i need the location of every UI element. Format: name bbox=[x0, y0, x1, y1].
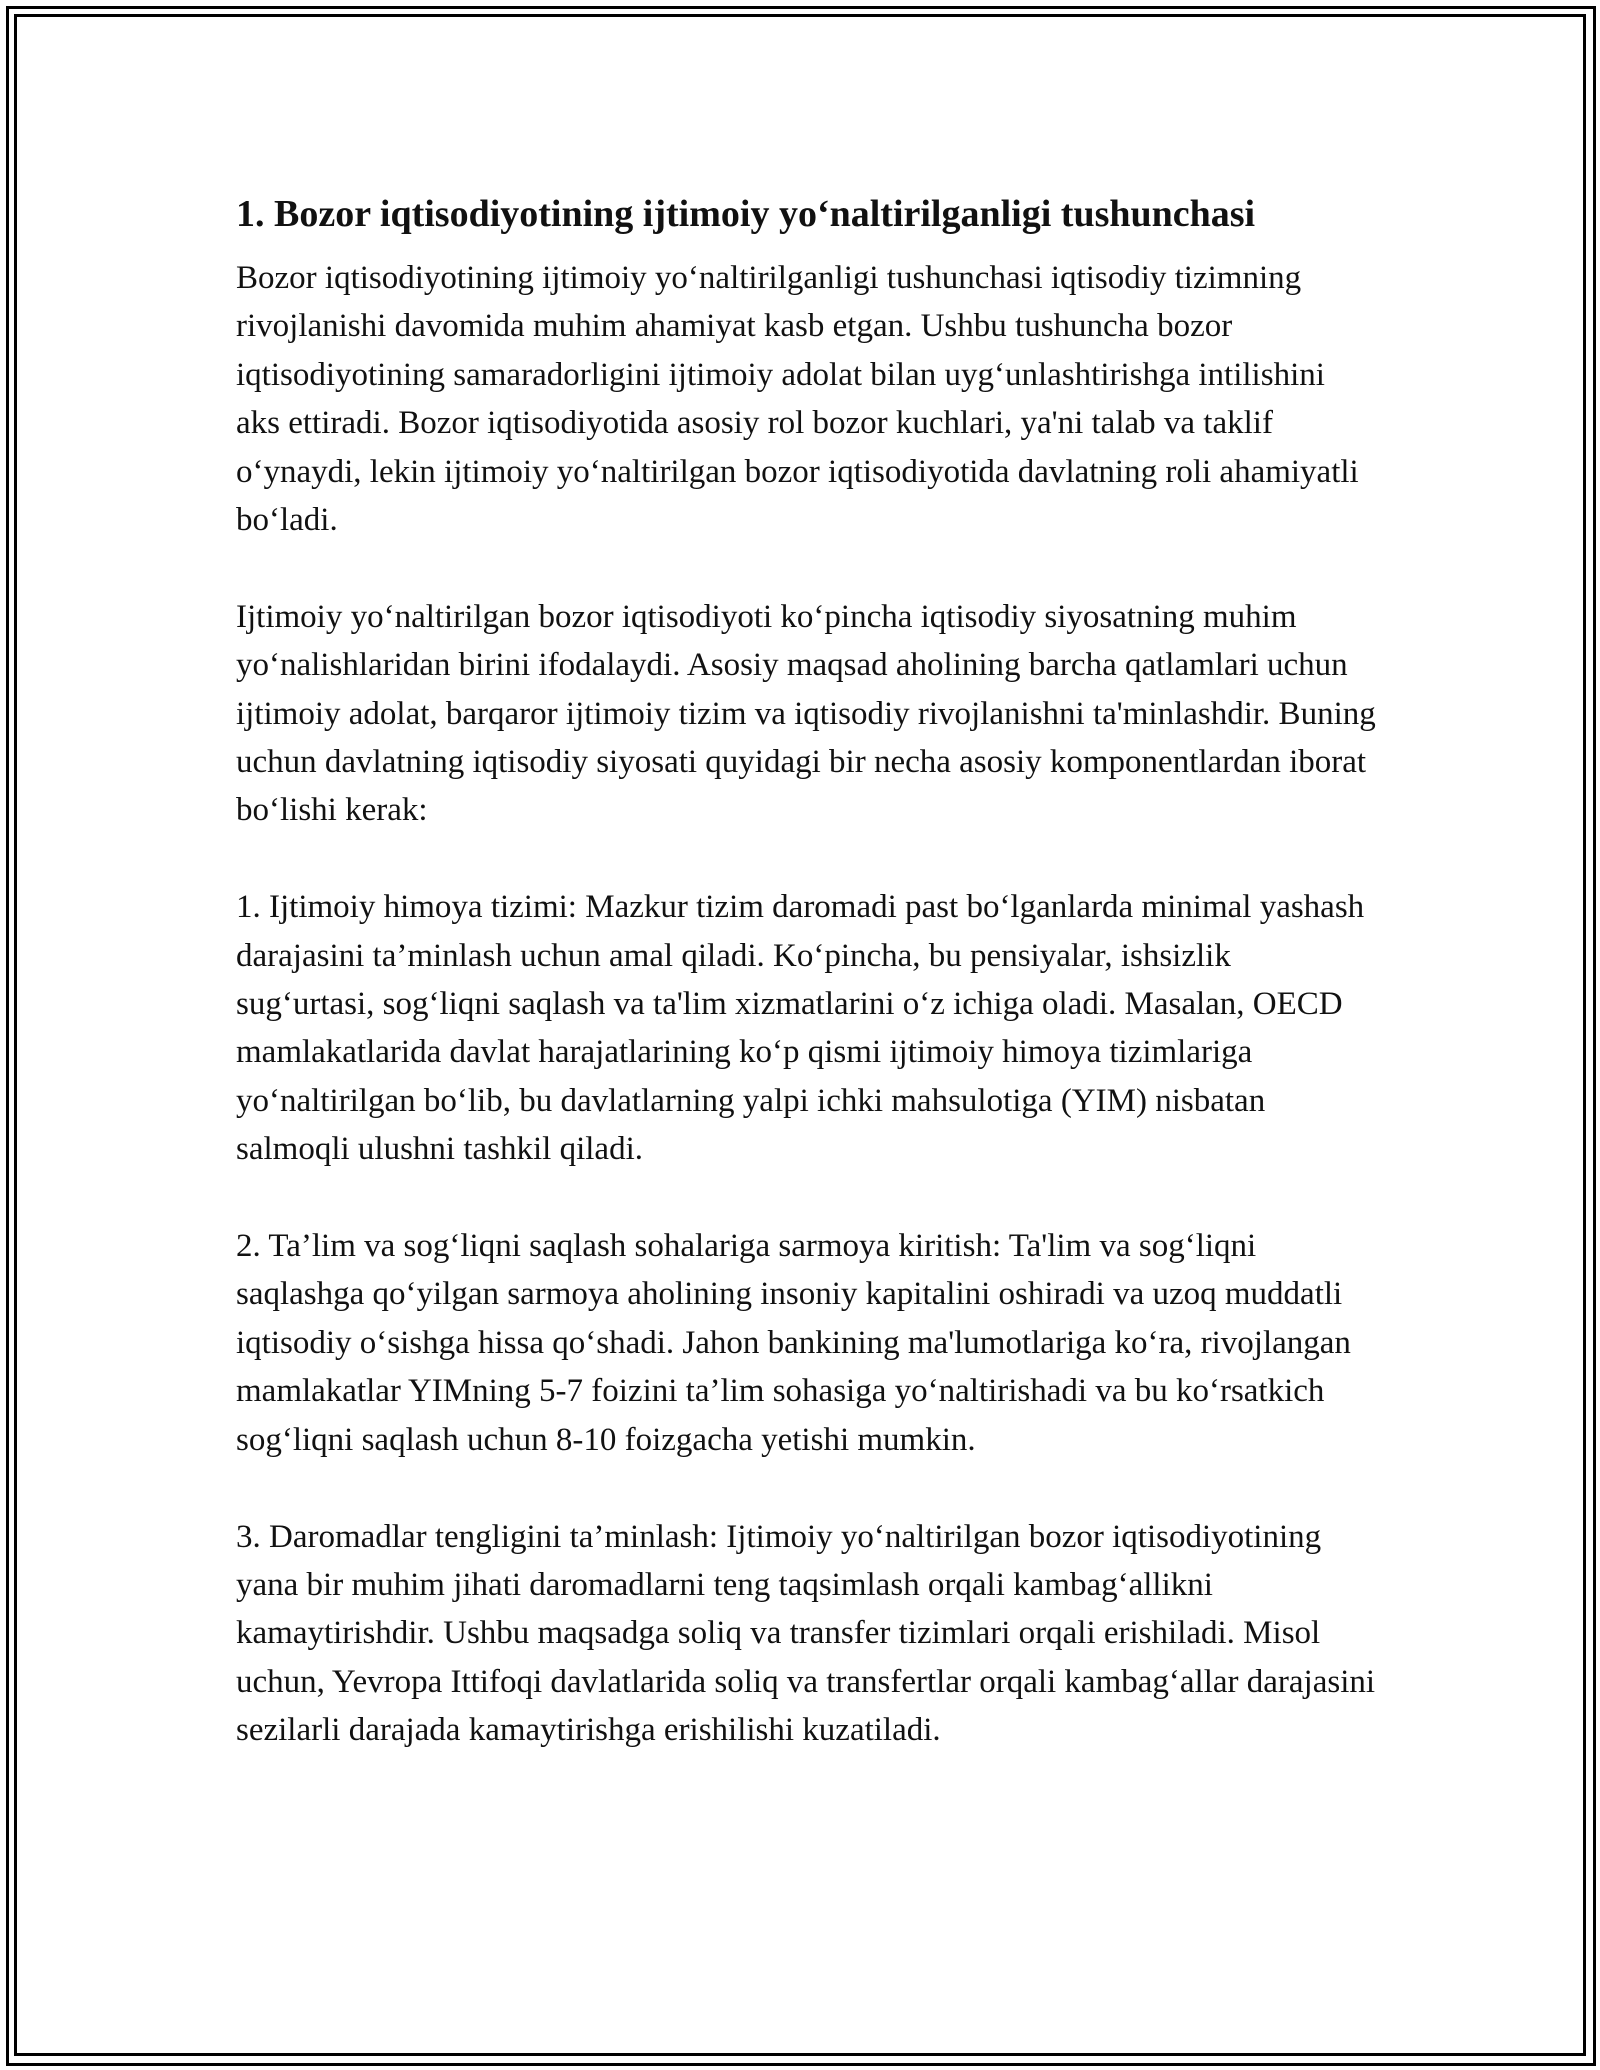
document-body bbox=[236, 186, 1376, 1803]
section-heading: 1. Bozor iqtisodiyotining ijtimoiy yo‘naltirilganligi tushunchasi bbox=[236, 193, 1256, 235]
paragraph-income-equality: 3. Daromadlar tengligini ta’minlash: Ijtimoiy yo‘naltirilgan bozor iqtisodiyotining yana bir muhim jihati daromadlarni teng taqsimlash orqali kambag‘allikni kamaytirishdir. Ushbu maqsadga soliq va transfer tizimlari orqali erishiladi. Misol uchun, Yevropa Ittifoqi davlatlarida soliq va transfertlar orqali kambag‘allar darajasini sezilarli darajada kamaytirishga erishilishi kuzatiladi. bbox=[236, 1518, 1376, 1749]
paragraph-education-health: 2. Ta’lim va sog‘liqni saqlash sohalariga sarmoya kiritish: Ta'lim va sog‘liqni saqlashga qo‘yilgan sarmoya aholining insoniy kapitalini oshiradi va uzoq muddatli iqtisodiy o‘sishga hissa qo‘shadi. Jahon bankining ma'lumotlariga ko‘ra, rivojlangan mamlakatlar YIMning 5-7 foizini ta’lim sohasiga yo‘naltirishadi va bu ko‘rsatkich sog‘liqni saqlash uchun 8-10 foizgacha yetishi mumkin. bbox=[236, 1228, 1351, 1458]
paragraph-goals: Ijtimoiy yo‘naltirilgan bozor iqtisodiyoti ko‘pincha iqtisodiy siyosatning muhim yo‘nalishlaridan birini ifodalaydi. Asosiy maqsad aholining barcha qatlamlari uchun ijtimoiy adolat, barqaror ijtimoiy tizim va iqtisodiy rivojlanishni ta'minlashdir. Buning uchun davlatning iqtisodiy siyosati quyidagi bir necha asosiy komponentlardan iborat bo‘lishi kerak: bbox=[236, 598, 1376, 829]
paragraph-social-protection: 1. Ijtimoiy himoya tizimi: Mazkur tizim daromadi past bo‘lganlarda minimal yashash darajasini ta’minlash uchun amal qiladi. Ko‘pincha, bu pensiyalar, ishsizlik sug‘urtasi, sog‘liqni saqlash va ta'lim xizmatlarini o‘z ichiga oladi. Masalan, OECD mamlakatlarida davlat harajatlarining ko‘p qismi ijtimoiy himoya tizimlariga yo‘naltirilgan bo‘lib, bu davlatlarning yalpi ichki mahsulotiga (YIM) nisbatan salmoqli ulushni tashkil qiladi. bbox=[236, 889, 1365, 1168]
paragraph-intro: Bozor iqtisodiyotining ijtimoiy yo‘naltirilganligi tushunchasi iqtisodiy tizimning rivojlanishi davomida muhim ahamiyat kasb etgan. Ushbu tushuncha bozor iqtisodiyotining samaradorligini ijtimoiy adolat bilan uyg‘unlashtirishga intilishini aks ettiradi. Bozor iqtisodiyotida asosiy rol bozor kuchlari, ya'ni talab va taklif o‘ynaydi, lekin ijtimoiy yo‘naltirilgan bozor iqtisodiyotida davlatning roli ahamiyatli bo‘ladi. bbox=[236, 260, 1359, 539]
